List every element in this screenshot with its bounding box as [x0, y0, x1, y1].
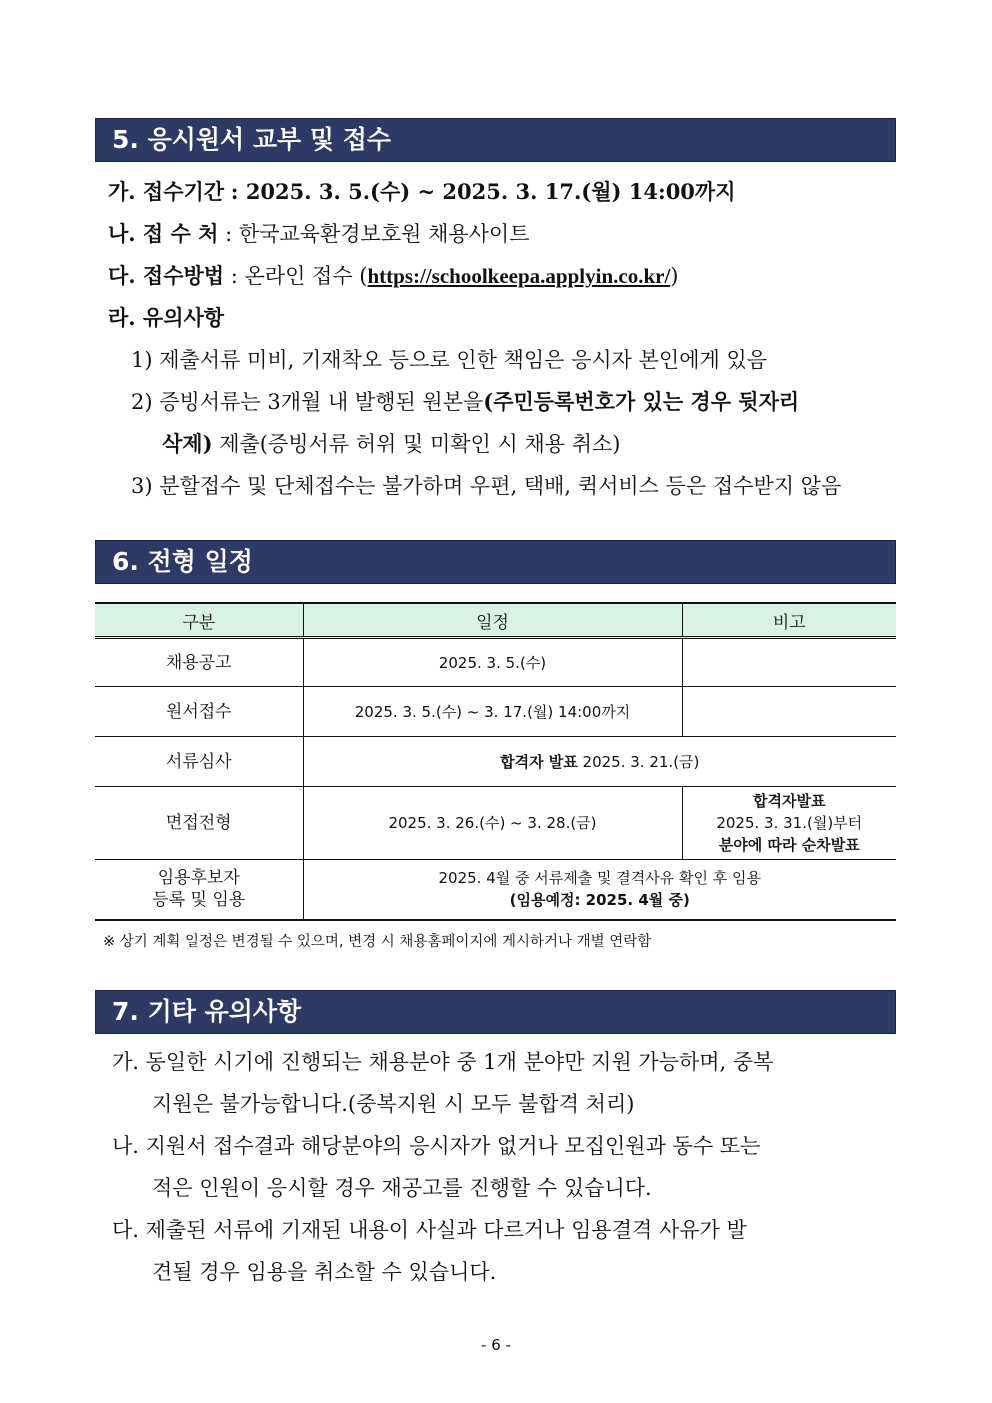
date-cell: 2025. 3. 26.(수) ~ 3. 28.(금) — [303, 787, 682, 860]
date-cell — [303, 860, 896, 920]
table-row — [95, 638, 896, 687]
remarks-line-1: 합격자발표 — [753, 792, 826, 810]
stage-line-1: 임용후보자 — [157, 868, 240, 889]
receipt-method — [108, 260, 679, 290]
receipt-period-value: : 2025. 3. 5.(수) ~ 2025. 3. 17.(월) 14:00까지 — [230, 179, 736, 204]
other-note-na-1: 나. 지원서 접수결과 해당분야의 응시자가 없거나 모집인원과 동수 또는 — [112, 1134, 761, 1158]
note-item-3: 3) 분할접수 및 단체접수는 불가하며 우편, 택배, 퀵서비스 등은 접수받지 않음 — [131, 474, 842, 498]
table-row — [95, 687, 896, 737]
section-5-header: 5. 응시원서 교부 및 접수 — [95, 118, 896, 162]
section-7-header: 7. 기타 유의사항 — [95, 990, 896, 1034]
header-category: 구분 — [95, 603, 303, 638]
remarks-line-3: 분야에 따라 순차발표 — [718, 836, 860, 854]
header-remarks: 비고 — [682, 603, 896, 638]
date-cell — [303, 737, 896, 787]
date-cell: 2025. 3. 5.(수) — [303, 638, 682, 687]
section-6-header: 6. 전형 일정 — [95, 540, 896, 584]
receipt-method-value: : 온라인 접수 ( — [230, 264, 368, 288]
stage-cell: 서류심사 — [95, 737, 303, 787]
receipt-place — [108, 218, 530, 248]
table-row — [95, 787, 896, 860]
other-note-da-1: 다. 제출된 서류에 기재된 내용이 사실과 다르거나 임용결격 사유가 발 — [112, 1218, 747, 1242]
stage-cell: 면접전형 — [95, 787, 303, 860]
stage-cell: 채용공고 — [95, 638, 303, 687]
date-cell: 2025. 3. 5.(수) ~ 3. 17.(월) 14:00까지 — [303, 687, 682, 737]
stage-cell: 원서접수 — [95, 687, 303, 737]
note-item-2-cont-text: 제출(증빙서류 허위 및 미확인 시 채용 취소) — [212, 432, 621, 456]
other-note-na-2: 적은 인원이 응시할 경우 재공고를 진행할 수 있습니다. — [152, 1176, 652, 1200]
stage-line-2: 등록 및 임용 — [152, 890, 246, 911]
note-item-2-bold: (주민등록번호가 있는 경우 뒷자리 — [483, 389, 800, 414]
note-item-2-text: 2) 증빙서류는 3개월 내 발행된 원본을 — [131, 390, 484, 414]
schedule-note: ※ 상기 계획 일정은 변경될 수 있으며, 변경 시 채용홈페이지에 게시하거나 개별 연락함 — [103, 934, 652, 950]
table-row — [95, 737, 896, 787]
date-text: 2025. 3. 21.(금) — [577, 752, 700, 771]
receipt-place-label: 나. 접 수 처 — [108, 221, 219, 246]
remarks-cell — [682, 787, 896, 860]
note-item-2-cont — [162, 428, 621, 458]
receipt-method-label: 다. 접수방법 — [108, 263, 225, 288]
header-schedule: 일정 — [303, 603, 682, 638]
note-item-2 — [131, 386, 799, 416]
notes-label-text: 라. 유의사항 — [108, 305, 225, 330]
remarks-cell — [682, 687, 896, 737]
receipt-period-label: 가. 접수기간 — [108, 179, 225, 204]
remarks-cell — [682, 638, 896, 687]
date-line-1: 2025. 4월 중 서류제출 및 결격사유 확인 후 임용 — [438, 869, 761, 888]
schedule-table — [95, 602, 896, 921]
date-bold: 합격자 발표 — [500, 752, 578, 771]
note-item-1: 1) 제출서류 미비, 기재착오 등으로 인한 책임은 응시자 본인에게 있음 — [131, 348, 768, 372]
remarks-line-2: 2025. 3. 31.(월)부터 — [716, 814, 863, 832]
note-item-2-cont-bold: 삭제) — [162, 431, 213, 456]
other-note-ga-1: 가. 동일한 시기에 진행되는 채용분야 중 1개 분야만 지원 가능하며, 중복 — [112, 1050, 774, 1074]
receipt-method-close: ) — [670, 264, 679, 288]
application-site-link[interactable]: https://schoolkeepa.applyin.co.kr/ — [367, 264, 671, 288]
page-number: - 6 - — [481, 1336, 511, 1354]
table-row — [95, 860, 896, 920]
receipt-place-value: : 한국교육환경보호원 채용사이트 — [225, 222, 530, 246]
receipt-period — [108, 176, 736, 206]
stage-cell — [95, 860, 303, 920]
notes-label — [108, 302, 224, 332]
date-line-2: (임용예정: 2025. 4월 중) — [509, 891, 690, 910]
table-header-row — [95, 603, 896, 638]
other-note-da-2: 견될 경우 임용을 취소할 수 있습니다. — [152, 1260, 497, 1284]
other-note-ga-2: 지원은 불가능합니다.(중복지원 시 모두 불합격 처리) — [152, 1092, 635, 1116]
